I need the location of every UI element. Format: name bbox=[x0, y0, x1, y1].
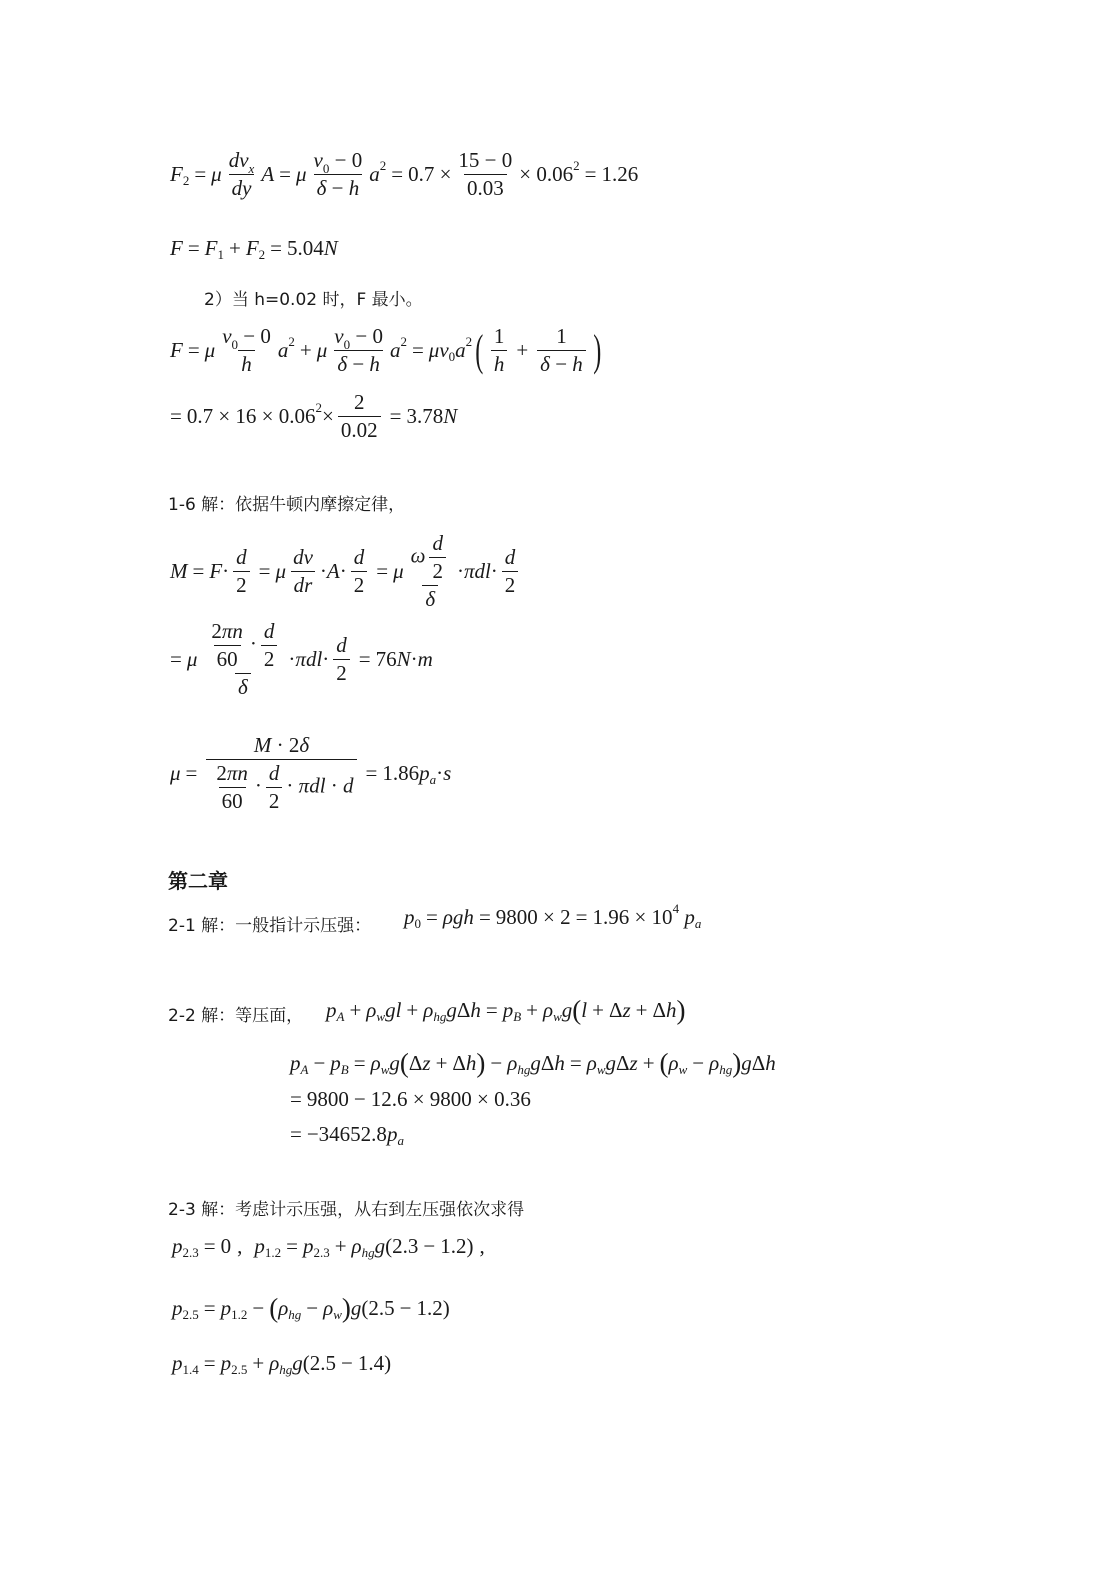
equation-f-min: F = μ $\frac{v_0 - 0}{h}$ a 2 + μ $\frac{v_0 - 0}{\delta - h}$ a 2 = μv 0 a 2 ( $\frac{1}{h}$ + $\frac{1}{\delta - h}$ ) bbox=[170, 324, 602, 376]
note-h-min: 2）当 h=0.02 时，F 最小。 bbox=[204, 290, 423, 310]
equation-p0: p 0 = ρgh = 9800 × 2 = 1.96 × 10 4 p a bbox=[404, 901, 702, 931]
equation-mu: μ = M · 2δ $\frac{2\pi n}{60}$ · $\frac{d}{2}$ · πdl · d = 1.86 p a · s bbox=[170, 733, 452, 813]
equation-2-3-c: p 2.5 = p 1.2 − ( ρ hg − ρ w ) g (2.5 − 1.2) bbox=[172, 1293, 450, 1323]
section-1-6: 1-6 解：依据牛顿内摩擦定律， bbox=[168, 495, 406, 515]
equation-2-3-a: p 2.3 = 0 , p 1.2 = p 2.3 + ρ hg g (2.3 − 1.2) , bbox=[172, 1234, 485, 1260]
section-2-3: 2-3 解：考虑计示压强，从右到左压强依次求得 bbox=[168, 1200, 525, 1220]
m-value: 76 bbox=[375, 647, 397, 671]
equation-2-2-c: = 9800 − 12.6 × 9800 × 0.36 bbox=[290, 1087, 531, 1111]
equation-f-min-value: = 0.7 × 16 × 0.06 2 × $\frac{2}{0.02}$ = 3.78 N bbox=[170, 390, 458, 442]
chapter-heading: 第二章 bbox=[168, 869, 228, 893]
section-2-1: 2-1 解：一般指计示压强： bbox=[168, 916, 372, 936]
f2-value: 1.26 bbox=[601, 162, 639, 186]
equation-m: M = F · $\frac{d}{2}$ = μ $\frac{dv}{dr}$ · A · $\frac{d}{2}$ = μ ω $\frac{d}{2}$ δ · πdl · $\frac{d}{2}$ bbox=[170, 533, 522, 610]
equation-f2: F 2 = μ $\frac{dv_x}{dy}$ A = μ $\frac{v_0 - 0}{\delta - h}$ a 2 = 0.7 × $\frac{15 - 0}{0.03}$ × 0.06 2 = 1.26 bbox=[170, 148, 639, 200]
equation-2-2-d: = −34652.8 p a bbox=[290, 1122, 404, 1148]
equation-m-value: = μ $\frac{2\pi n}{60}$ · $\frac{d}{2}$ δ · πdl · $\frac{d}{2}$ = 76 N · m bbox=[170, 619, 433, 699]
mu-value: 1.86 bbox=[382, 761, 420, 785]
equation-f-sum: F = F 1 + F 2 = 5.04 N bbox=[170, 236, 338, 262]
equation-2-2-b: p A − p B = ρ w g ( Δ z + Δ h ) − ρ hg g Δ h = ρ w g Δ z + ( ρ w − ρ hg ) g Δ h bbox=[290, 1048, 776, 1078]
equation-2-2-a: p A + ρ w gl + ρ hg g Δ h = p B + ρ w g ( l + Δ z + Δ h ) bbox=[326, 995, 686, 1025]
equation-2-3-d: p 1.4 = p 2.5 + ρ hg g (2.5 − 1.4) bbox=[172, 1351, 392, 1377]
section-2-2: 2-2 解：等压面， bbox=[168, 1006, 304, 1026]
